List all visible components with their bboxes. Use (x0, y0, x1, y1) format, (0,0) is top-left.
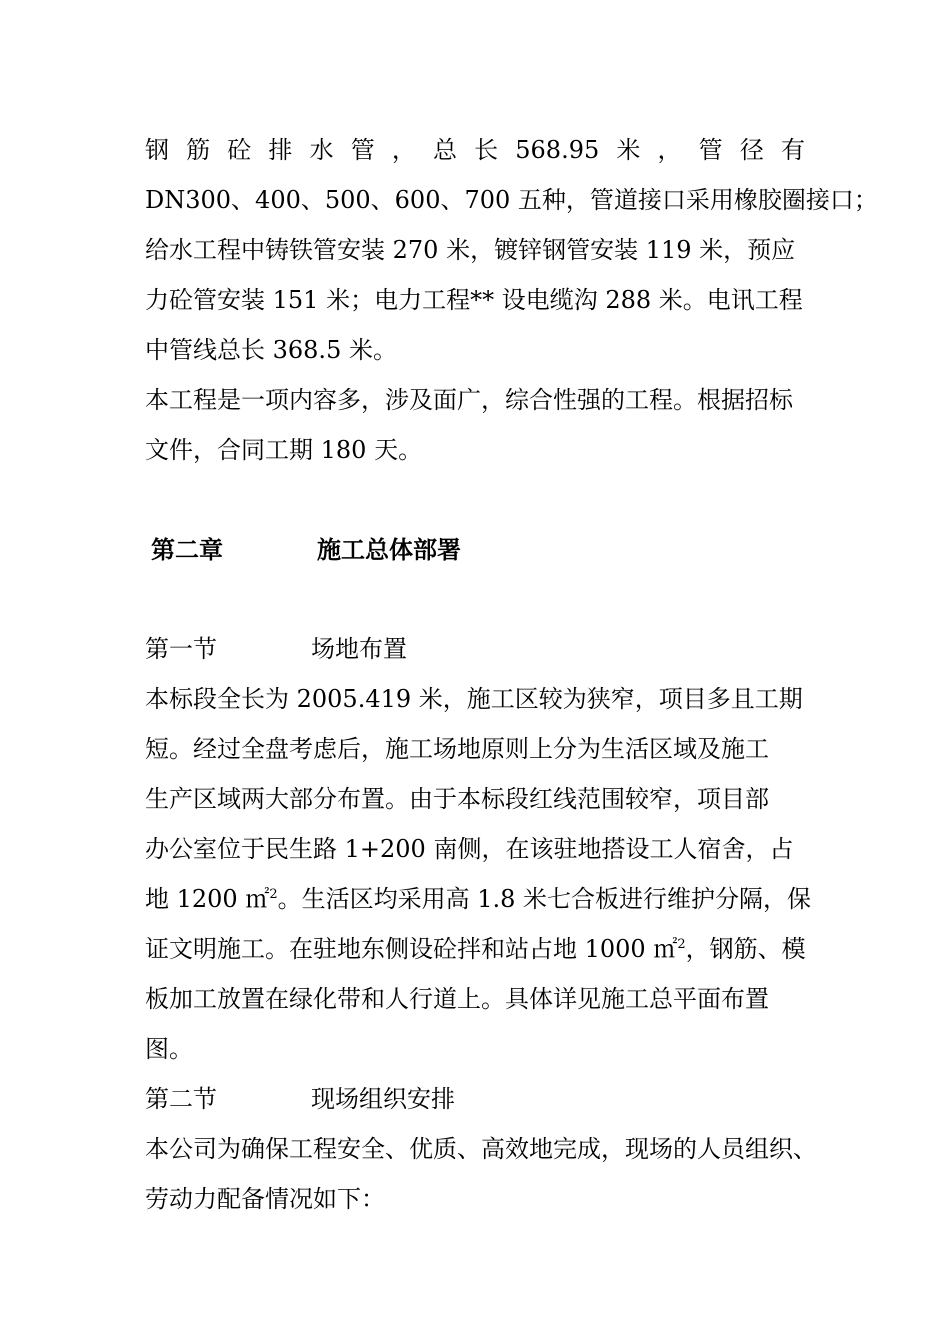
text-fragment: 总 (432, 136, 457, 164)
text-fragment: ， (391, 136, 416, 164)
superscript: 2 (677, 937, 686, 952)
text-fragment: 证文明施工。在驻地东侧设砼拌和站占地 1000 ㎡ (145, 935, 678, 963)
section1-line3: 生产区域两大部分布置。由于本标段红线范围较窄，项目部 (145, 785, 769, 813)
text-fragment: 径 (739, 136, 764, 164)
text-fragment: 有 (780, 136, 805, 164)
section1-number: 第一节 (145, 635, 217, 663)
section1-line8: 图。 (145, 1035, 193, 1063)
text-fragment: 钢 (145, 136, 169, 164)
text-fragment: 。生活区均采用高 1.8 米七合板进行维护分隔，保 (277, 885, 812, 913)
text-fragment: ，钢筋、模 (685, 935, 806, 963)
text-fragment: 管 (698, 136, 723, 164)
text-fragment: 地 1200 ㎡ (145, 885, 270, 913)
para1-line1 (145, 135, 805, 165)
para1-line3: 给水工程中铸铁管安装 270 米，镀锌钢管安装 119 米，预应 (145, 236, 796, 264)
para1-line4: 力砼管安装 151 米；电力工程** 设电缆沟 288 米。电讯工程 (145, 286, 803, 314)
text-fragment: 筋 (186, 136, 211, 164)
text-fragment: 长 (474, 136, 499, 164)
text-fragment: 砼 (227, 136, 252, 164)
section1-line2: 短。经过全盘考虑后，施工场地原则上分为生活区域及施工 (145, 735, 769, 763)
section1-title: 场地布置 (311, 635, 407, 663)
section1-line5 (145, 884, 811, 914)
section2-line1: 本公司为确保工程安全、优质、高效地完成，现场的人员组织、 (145, 1135, 817, 1163)
section2-title: 现场组织安排 (311, 1085, 455, 1113)
para2-line2: 文件，合同工期 180 天。 (145, 436, 423, 464)
section1-line4: 办公室位于民生路 1+200 南侧，在该驻地搭设工人宿舍，占 (145, 835, 794, 863)
section2-line2: 劳动力配备情况如下： (145, 1185, 385, 1213)
para2-line1: 本工程是一项内容多，涉及面广，综合性强的工程。根据招标 (145, 386, 793, 414)
chapter-title: 施工总体部署 (317, 535, 461, 564)
chapter-number: 第二章 (151, 535, 223, 564)
text-fragment: 排 (268, 136, 293, 164)
section1-line7: 板加工放置在绿化带和人行道上。具体详见施工总平面布置 (145, 985, 769, 1013)
para1-line5: 中管线总长 368.5 米。 (145, 336, 397, 364)
section1-line1: 本标段全长为 2005.419 米，施工区较为狭窄，项目多且工期 (145, 685, 803, 713)
text-fragment: 管 (350, 136, 375, 164)
text-fragment: 水 (309, 136, 334, 164)
section2-number: 第二节 (145, 1085, 217, 1113)
superscript: 2 (269, 887, 278, 902)
text-fragment: ， (657, 136, 682, 164)
section1-line6 (145, 934, 806, 964)
text-fragment: 568.95 (515, 136, 600, 164)
para1-line2: DN300、400、500、600、700 五种，管道接口采用橡胶圈接口； (145, 186, 878, 214)
text-fragment: 米 (616, 136, 641, 164)
